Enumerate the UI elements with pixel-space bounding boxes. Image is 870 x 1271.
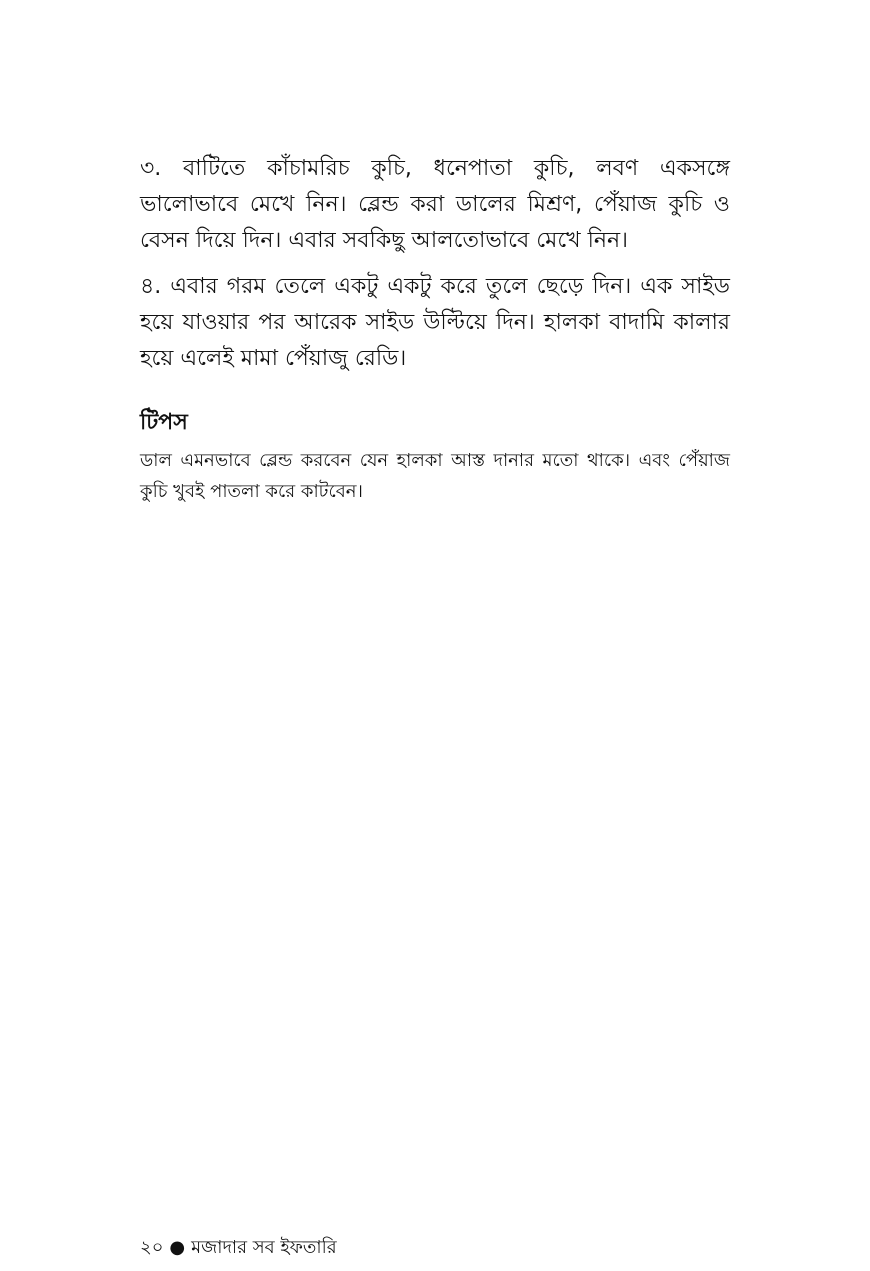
page-number: ২০ bbox=[140, 1237, 164, 1258]
tips-heading: টিপস bbox=[140, 410, 188, 435]
tips-text: ডাল এমনভাবে ব্লেন্ড করবেন যেন হালকা আস্ত দানার মতো থাকে। এবং পেঁয়াজ কুচি খুবই পাতলা করে কাটবেন। bbox=[140, 450, 730, 502]
recipe-content bbox=[140, 151, 730, 507]
recipe-step-4: ৪. এবার গরম তেলে একটু একটু করে তুলে ছেড়ে দিন। এক সাইড হয়ে যাওয়ার পর আরেক সাইড উল্টিয়ে দিন। হালকা বাদামি কালার হয়ে এলেই মামা পেঁয়াজু রেডি। bbox=[140, 274, 730, 371]
bullet-icon: ● bbox=[169, 1237, 186, 1258]
book-title: মজাদার সব ইফতারি bbox=[191, 1237, 337, 1258]
page-footer bbox=[140, 1234, 337, 1262]
recipe-step-3: ৩. বাটিতে কাঁচামরিচ কুচি, ধনেপাতা কুচি, লবণ একসঙ্গে ভালোভাবে মেখে নিন। ব্লেন্ড করা ডালের মিশ্রণ, পেঁয়াজ কুচি ও বেসন দিয়ে দিন। এবার সবকিছু আলতোভাবে মেখে নিন। bbox=[140, 156, 730, 253]
